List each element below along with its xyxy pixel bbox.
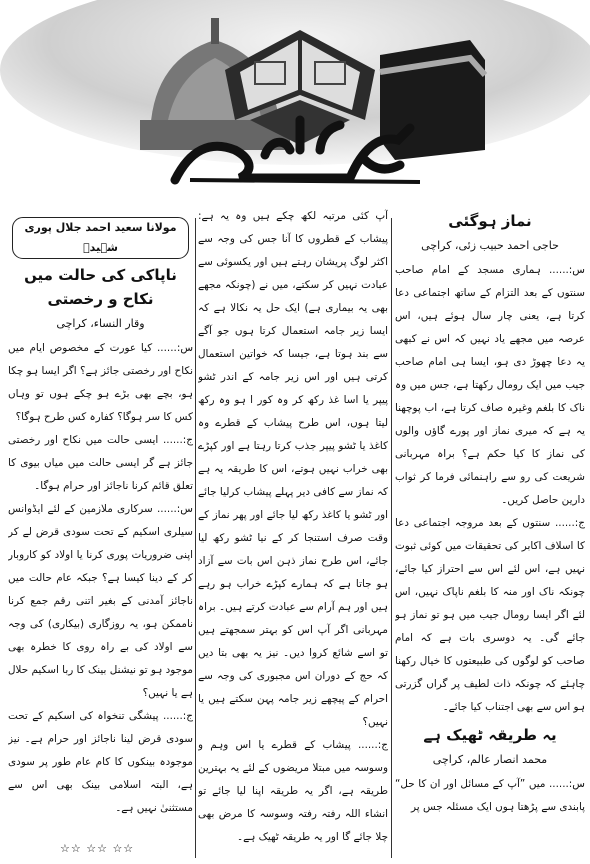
question-author: محمد انصار عالم، کراچی <box>432 753 548 766</box>
answer-text: ج:...... سنتوں کے بعد مروجہ اجتماعی دعا کا اسلاف اکابر کی تحقیقات میں کوئی ثبوت نہیں ہے، اس لئے اس سے احتراز کیا جائے، چونکہ ناک اور منہ کا بلغم ناپاک نہیں، اس لئے اگر ایسا رومال جیب میں ہو تو نماز ہو جائے گی۔ یہ دوسری بات ہے کہ امام صاحب کو لوگوں کی طبیعتوں کا خیال رکھنا چاہئے کہ چونکہ ذات لطیف پر گراں گزرتی ہو اس سے بھی اجتناب کیا جائے۔ <box>395 517 585 713</box>
question-author: حاجی احمد حبیب زئی، کراچی <box>421 239 559 252</box>
header-banner <box>0 0 590 200</box>
question-text: س:...... سرکاری ملازمین کے لئے ایڈوانس سیلری اسکیم کے تحت سودی قرض لے کر اپنی ضروریات پوری کرنا یا اولاد کو کاروبار کر کے دینا کیسا ہے؟ جبکہ عام حالت میں ناجائز آمدنی کے بغیر اتنی رقم جمع کرنا ناممکن ہو، یہ روزگاری (بیکاری) کی وجہ سے اولاد کی بے راہ روی کا خطرہ بھی موجود ہو تو نیشنل بینک کا ربا اسکیم حلال ہے یا نہیں؟ <box>8 503 193 699</box>
left-column <box>8 205 193 860</box>
article-heading: ناپاکی کی حالت میں نکاح و رخصتی <box>24 266 177 308</box>
question-text: آپ کئی مرتبہ لکھ چکے ہیں وہ یہ ہے: پیشاب کے قطروں کا آنا جس کی وجہ سے اکثر لوگ پریشان رہتے ہیں اور یکسوئی سے عبادت نہیں کر سکتے، میں نے (چونکہ مجھے بھی یہ بیماری ہے) ایک حل یہ نکالا ہے کہ ایسا زیر جامہ استعمال کرتا ہوں جو آگے سے بند ہوتا ہے، جیسا کہ خواتین استعمال کرتی ہیں اور اس زیر جامہ کے اندر ٹشو پیپر یا اسا غذ رکھ کر وہ کور ا ہو وہ رکھ لیتا ہوں، اس طرح پیشاب کے قطرے وہ کاغذ یا ٹشو پیپر جذب کرتا رہتا ہے اور کپڑے بھی خراب نہیں ہوتے، اس کا طریقہ یہ ہے کہ نماز سے کافی دیر پہلے پیشاب کرلیا جائے اور ٹشو یا کاغذ رکھ لیا جائے اور پھر نماز کے وقت صرف استنجا کر کے نیا ٹشو رکھ لیا جائے، اس طرح نماز ذہن اس بات سے آزاد ہو جاتا ہے کہ ہمارے کپڑے خراب ہو رہے ہیں اور ہم آرام سے عبادت کرتے ہیں۔ براہ مہربانی اگر آپ اس کو بہتر سمجھتے ہیں تو اسے شائع کروا دیں۔ نیز یہ بھی بتا دیں کہ حج کے دوران اس مجبوری کی وجہ سے احرام کے پیچھے زیر جامہ پہن سکتے ہیں یا نہیں؟ <box>198 210 388 728</box>
question-text: س:...... میں ”آپ کے مسائل اور ان کا حل“ پابندی سے پڑھتا ہوں ایک مسئلہ جس پر <box>395 778 585 813</box>
article-heading: یہ طریقہ ٹھیک ہے <box>423 726 557 744</box>
author-byline: مولانا سعید احمد جلال پوری شہیدؒ <box>12 217 189 259</box>
answer-text: ج:...... ایسی حالت میں نکاح اور رخصتی جائز ہے گر ایسی حالت میں میاں بیوی کا تعلق قائم کرنا ناجائز اور حرام ہوگا۔ <box>8 434 193 492</box>
answer-text: ج:...... پیشگی تنخواہ کی اسکیم کے تحت سودی قرض لینا ناجائز اور حرام ہے۔ نیز موجودہ بینکوں کا کام عام طور پر سودی ہے، البتہ اسلامی بینک بھی اس سے مستثنیٰ نہیں ہے۔ <box>8 710 193 814</box>
article-heading: نماز ہوگئی <box>448 212 532 230</box>
right-column <box>395 205 585 860</box>
question-text: س:...... کیا عورت کے مخصوص ایام میں نکاح اور رخصتی جائز ہے؟ اگر ایسا ہو چکا ہو، بچے بھی بڑے ہو چکے ہوں تو وہاں کس کا سر ہوگا؟ کفارہ کس طرح ہوگا؟ <box>8 342 193 423</box>
middle-column <box>198 205 388 860</box>
column-divider <box>195 218 196 858</box>
end-stars: ☆☆ ☆☆ ☆☆ <box>60 842 135 855</box>
column-divider <box>391 218 392 858</box>
question-text: س:...... ہماری مسجد کے امام صاحب سنتوں کے بعد التزام کے ساتھ اجتماعی دعا کرتا ہے، یعنی چار سال ہوئے ہیں، اس عرصہ میں مجھے یاد نہیں کہ اس نے کبھی یہ دعا چھوڑ دی ہو، ایسا ہی امام صاحب جیب میں ایک رومال رکھتا ہے، جس میں وہ ناک کا بلغم وغیرہ صاف کرتا ہے، اب پوچھنا یہ ہے کہ میری نماز اور پورے گاؤں والوں کی نماز کا کیا حکم ہے؟ براہ مہربانی شریعت کی رو سے راہنمائی فرما کر ثواب دارین حاصل کریں۔ <box>395 264 585 506</box>
answer-text: ج:...... پیشاب کے قطرے یا اس وہم و وسوسہ میں مبتلا مریضوں کے لئے یہ بہترین طریقہ ہے، اگر یہ طریقہ اپنا لیا جائے تو انشاء اللہ رفتہ رفتہ وسوسہ کا مرض بھی چلا جائے گا اور یہ طریقہ ٹھیک ہے۔ <box>198 739 388 843</box>
question-author: وقار النساء، کراچی <box>56 317 145 330</box>
